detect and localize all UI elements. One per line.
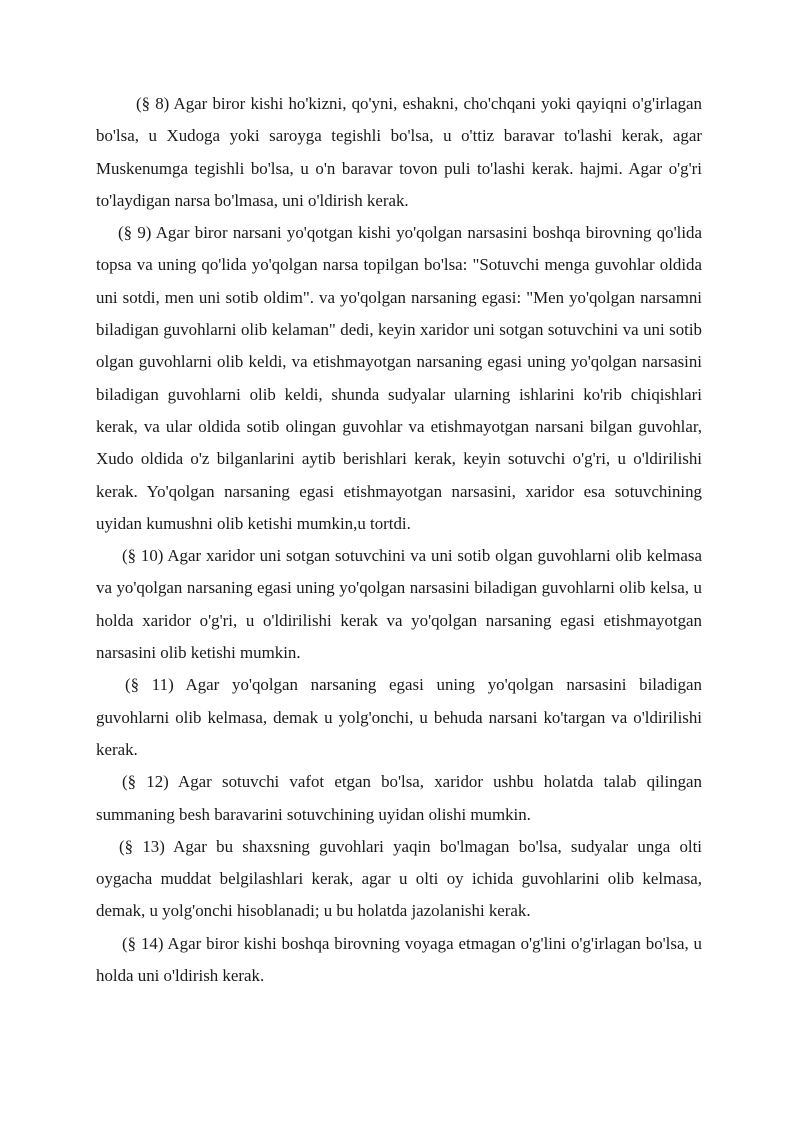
paragraph-section-10: (§ 10) Agar xaridor uni sotgan sotuvchini va uni sotib olgan guvohlarni olib kelmasa va yo'qolgan narsaning egasi uning yo'qolgan narsasini biladigan guvohlarni olib kelsa, u holda xaridor o'g'ri, u o'ldirilishi kerak va yo'qolgan narsaning egasi etishmayotgan narsasini olib ketishi mumkin. [96, 546, 702, 663]
paragraph-section-12: (§ 12) Agar sotuvchi vafot etgan bo'lsa, xaridor ushbu holatda talab qilingan summaning besh baravarini sotuvchining uyidan olishi mumkin. [96, 772, 702, 824]
paragraph-section-8: (§ 8) Agar biror kishi ho'kizni, qo'yni, eshakni, cho'chqani yoki qayiqni o'g'irlagan bo'lsa, u Xudoga yoki saroyga tegishli bo'lsa, u o'ttiz baravar to'lashi kerak, agar Muskenumga tegishli bo'lsa, u o'n baravar tovon puli to'lashi kerak. hajmi. Agar o'g'ri to'laydigan narsa bo'lmasa, uni o'ldirish kerak. [96, 94, 702, 210]
paragraph-section-9: (§ 9) Agar biror narsani yo'qotgan kishi yo'qolgan narsasini boshqa birovning qo'lida topsa va uning qo'lida yo'qolgan narsa topilgan bo'lsa: "Sotuvchi menga guvohlar oldida uni sotdi, men uni sotib oldim". va yo'qolgan narsaning egasi: "Men yo'qolgan narsamni biladigan guvohlarni olib kelaman" dedi, keyin xaridor uni sotgan sotuvchini va uni sotib olgan guvohlarni olib keldi, va etishmayotgan narsaning egasi uning yo'qolgan narsasini biladigan guvohlarni olib keldi, shunda sudyalar ularning ishlarini ko'rib chiqishlari kerak, va ular oldida sotib olingan guvohlar va etishmayotgan narsani bilgan guvohlar, Xudo oldida o'z bilganlarini aytib berishlari kerak, keyin sotuvchi o'g'ri, u o'ldirilishi kerak. Yo'qolgan narsaning egasi etishmayotgan narsasini, xaridor esa sotuvchining uyidan kumushni olib ketishi mumkin,u tortdi. [96, 223, 702, 533]
paragraph-section-11: (§ 11) Agar yo'qolgan narsaning egasi uning yo'qolgan narsasini biladigan guvohlarni olib kelmasa, demak u yolg'onchi, u behuda narsani ko'targan va o'ldirilishi kerak. [96, 675, 702, 759]
paragraph-section-14: (§ 14) Agar biror kishi boshqa birovning voyaga etmagan o'g'lini o'g'irlagan bo'lsa, u holda uni o'ldirish kerak. [96, 933, 702, 986]
paragraph-section-13: (§ 13) Agar bu shaxsning guvohlari yaqin bo'lmagan bo'lsa, sudyalar unga olti oygacha muddat belgilashlari kerak, agar u olti oy ichida guvohlarini olib kelmasa, demak, u yolg'onchi hisoblanadi; u bu holatda jazolanishi kerak. [96, 836, 702, 921]
document-page [96, 88, 702, 992]
